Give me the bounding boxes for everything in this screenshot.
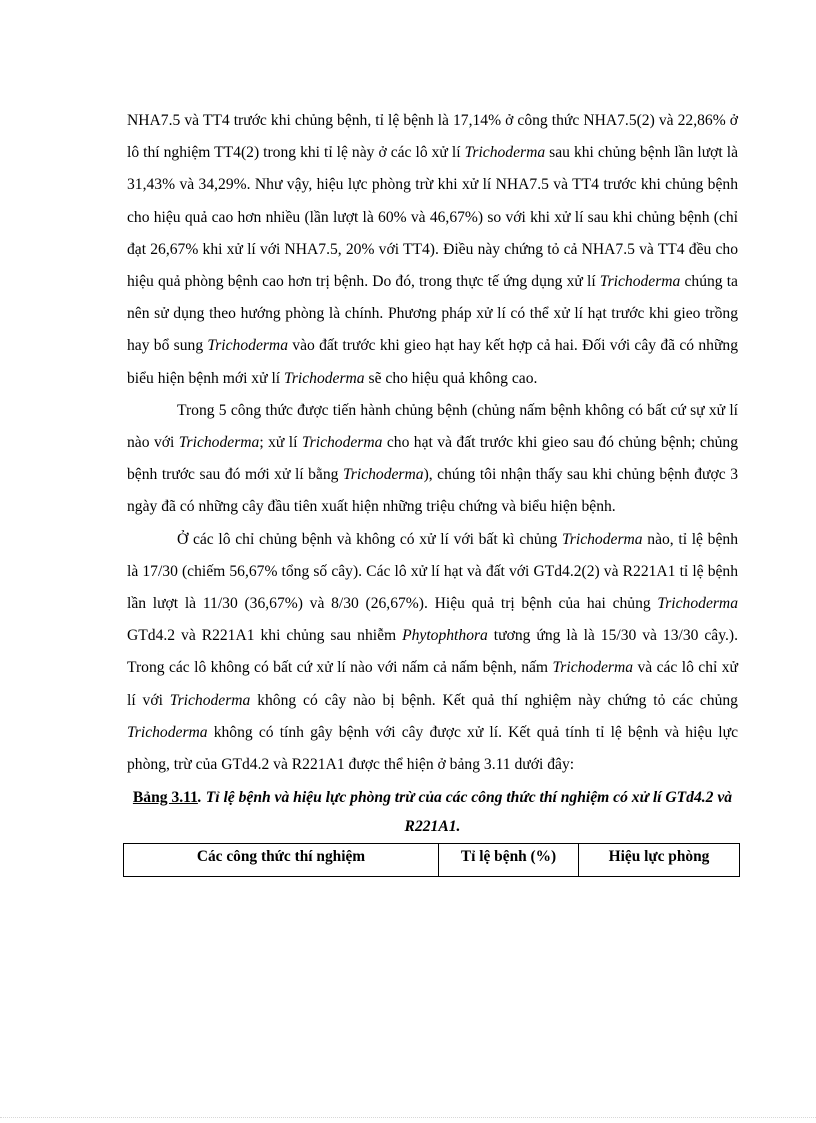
italic-term: Trichoderma xyxy=(284,369,365,387)
text-run: chúng ta nên sử dụng theo hướng phòng là chính. Phương pháp xử lí có thể xử lí hạt trước khi gieo trồng hay bổ sung xyxy=(127,273,738,355)
page-bottom-border xyxy=(0,1117,816,1118)
italic-term: Trichoderma xyxy=(552,659,634,677)
italic-term: Trichoderma xyxy=(599,273,681,291)
paragraph-3 xyxy=(127,524,738,782)
italic-term: Trichoderma xyxy=(562,530,643,548)
text-run: sẽ cho hiệu quả không cao. xyxy=(364,369,538,387)
table-label: Bảng 3.11 xyxy=(132,789,198,807)
italic-term: Trichoderma xyxy=(301,434,383,452)
caption-text: . Tỉ lệ bệnh và hiệu lực phòng trừ của các công thức thí nghiệm có xử lí GTd4.2 và R221A1. xyxy=(197,789,733,836)
text-run: nào, tỉ lệ bệnh là 17/30 (chiếm 56,67% tổng số cây). Các lô xử lí hạt và đất với GTd4.2(2) và R221A1 tỉ lệ bệnh lần lượt là 11/30 (36,67%) và 8/30 (26,67%). Hiệu quả trị bệnh của hai chủng xyxy=(127,530,738,613)
italic-term: Trichoderma xyxy=(169,691,251,709)
table-header-row xyxy=(124,844,740,877)
italic-term: Phytophthora xyxy=(402,627,488,645)
text-run: tương ứng là là 15/30 và 13/30 cây.). Trong các lô không có bất cứ xử lí nào với nấm cả nấm bệnh, nấm xyxy=(127,627,738,677)
header-cell-formula: Các công thức thí nghiệm xyxy=(124,844,439,877)
text-run: ; xử lí xyxy=(259,434,302,452)
document-page xyxy=(127,105,738,877)
paragraph-2 xyxy=(127,395,738,524)
italic-term: Trichoderma xyxy=(657,595,738,613)
paragraph-1 xyxy=(127,105,738,395)
text-run: không có cây nào bị bệnh. Kết quả thí nghiệm này chứng tỏ các chủng xyxy=(250,691,738,709)
text-run: GTd4.2 và R221A1 khi chủng sau nhiễm xyxy=(127,627,403,645)
italic-term: Trichoderma xyxy=(342,466,424,484)
italic-term: Trichoderma xyxy=(464,144,546,162)
text-run: Ở các lô chỉ chủng bệnh và không có xử lí với bất kì chủng xyxy=(177,530,562,548)
text-run: NHA7.5 và TT4 trước khi chủng bệnh, tỉ lệ bệnh là 17,14% ở công thức NHA7.5(2) và 22,86% ở lô thí nghiệm TT4(2) trong khi tỉ lệ này ở các lô xử lí xyxy=(127,112,738,162)
text-run: ), chúng tôi nhận thấy sau khi chủng bệnh được 3 ngày đã có những cây đầu tiên xuất hiện những triệu chứng và biểu hiện bệnh. xyxy=(127,466,738,516)
text-run: sau khi chủng bệnh lần lượt là 31,43% và 34,29%. Như vậy, hiệu lực phòng trừ khi xử lí NHA7.5 và TT4 trước khi chủng bệnh cho hiệu quả cao hơn nhiều (lần lượt là 60% và 46,67%) so với khi xử lí sau khi chủng bệnh (chỉ đạt 26,67% khi xử lí với NHA7.5, 20% với TT4). Điều này chứng tỏ cả NHA7.5 và TT4 đều cho hiệu quả phòng bệnh cao hơn trị bệnh. Do đó, trong thực tế ứng dụng xử lí xyxy=(127,144,738,291)
results-table xyxy=(123,843,740,877)
italic-term: Trichoderma xyxy=(207,337,288,355)
text-run: không có tính gây bệnh với cây được xử lí. Kết quả tính tỉ lệ bệnh và hiệu lực phòng, trừ của GTd4.2 và R221A1 được thể hiện ở bảng 3.11 dưới đây: xyxy=(127,723,738,774)
text-run: Trong 5 công thức được tiến hành chủng bệnh (chủng nấm bệnh không có bất cứ sự xử lí nào với xyxy=(127,401,738,452)
header-cell-efficacy: Hiệu lực phòng xyxy=(579,844,740,877)
text-run: và các lô chỉ xử lí với xyxy=(127,659,739,709)
italic-term: Trichoderma xyxy=(178,434,260,452)
text-run: cho hạt và đất trước khi gieo sau đó chủng bệnh; chủng bệnh trước sau đó mới xử lí bằng xyxy=(127,434,739,484)
table-caption xyxy=(127,783,738,841)
italic-term: Trichoderma xyxy=(127,723,208,741)
text-run: vào đất trước khi gieo hạt hay kết hợp cả hai. Đối với cây đã có những biểu hiện bệnh mới xử lí xyxy=(127,337,738,387)
header-cell-disease-rate: Tỉ lệ bệnh (%) xyxy=(439,844,579,877)
